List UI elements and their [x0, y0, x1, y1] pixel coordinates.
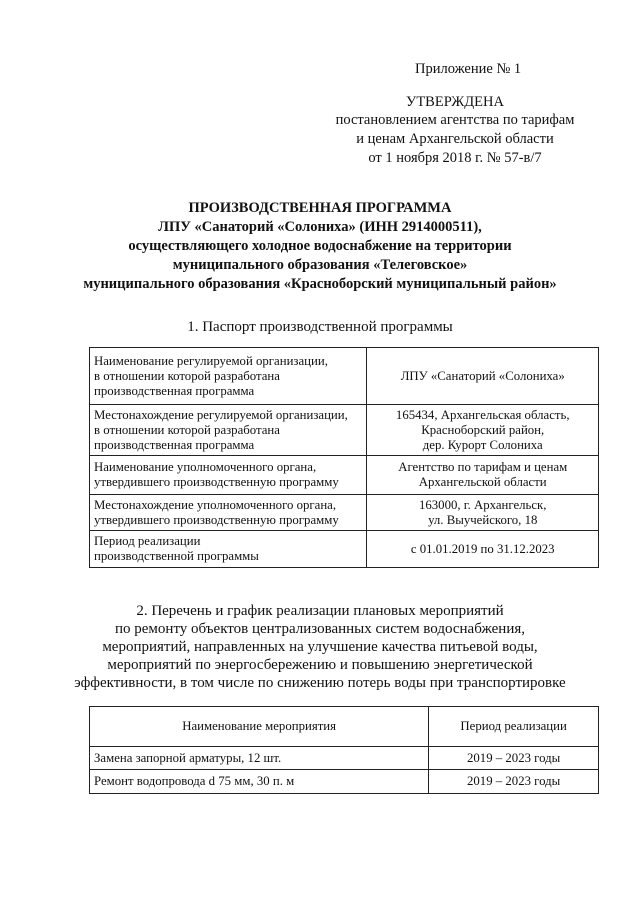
section1-title: 1. Паспорт производственной программы [187, 319, 453, 335]
table-row [90, 456, 599, 495]
section2-title-line: мероприятий по энергосбережению и повышению энергетической [107, 657, 533, 673]
event-period: 2019 – 2023 годы [429, 747, 599, 770]
table-cell-value: 165434, Архангельская область, Красноборский район, дер. Курорт Солониха [367, 405, 599, 456]
section2-title-line: эффективности, в том числе по снижению потерь воды при транспортировке [74, 675, 566, 691]
title-line: ПРОИЗВОДСТВЕННАЯ ПРОГРАММА [188, 200, 452, 216]
table-row [90, 348, 599, 405]
section2-title-line: по ремонту объектов централизованных систем водоснабжения, [114, 621, 525, 637]
table-row [90, 770, 599, 794]
approval-line: постановлением агентства по тарифам [335, 112, 575, 128]
section2-title-line: мероприятий, направленных на улучшение качества питьевой воды, [102, 639, 538, 655]
table-row [90, 495, 599, 531]
event-name: Замена запорной арматуры, 12 шт. [90, 747, 429, 770]
column-header-period: Период реализации [429, 707, 599, 747]
table-cell-value: ЛПУ «Санаторий «Солониха» [367, 348, 599, 405]
event-period: 2019 – 2023 годы [429, 770, 599, 794]
approval-line: и ценам Архангельской области [356, 131, 554, 147]
section2-title [40, 602, 600, 692]
table-cell-label: Наименование уполномоченного органа, утвердившего производственную программу [90, 456, 367, 495]
table-cell-value: 163000, г. Архангельск, ул. Выучейского, 18 [367, 495, 599, 531]
table-cell-label: Местонахождение регулируемой организации, в отношении которой разработана производственная программа [90, 405, 367, 456]
approved-label: УТВЕРЖДЕНА [406, 94, 504, 110]
column-header-name: Наименование мероприятия [90, 707, 429, 747]
annex-label: Приложение № 1 [415, 61, 522, 77]
table-cell-label: Период реализации производственной программы [90, 531, 367, 568]
table-cell-label: Местонахождение уполномоченного органа, утвердившего производственную программу [90, 495, 367, 531]
title-line: муниципального образования «Телеговское» [172, 257, 468, 273]
table-cell-label: Наименование регулируемой организации, в отношении которой разработана производственная программа [90, 348, 367, 405]
table-cell-value: Агентство по тарифам и ценам Архангельской области [367, 456, 599, 495]
table-row [90, 405, 599, 456]
events-table [89, 706, 599, 794]
table-row [90, 747, 599, 770]
section2-title-line: 2. Перечень и график реализации плановых мероприятий [136, 603, 504, 619]
table-header-row [90, 707, 599, 747]
document-title [40, 199, 600, 294]
title-line: осуществляющего холодное водоснабжение на территории [128, 238, 512, 254]
table-row [90, 531, 599, 568]
title-line: ЛПУ «Санаторий «Солониха» (ИНН 2914000511), [158, 219, 482, 235]
event-name: Ремонт водопровода d 75 мм, 30 п. м [90, 770, 429, 794]
approval-line: от 1 ноября 2018 г. № 57-в/7 [368, 150, 542, 166]
passport-table [89, 347, 599, 568]
title-line: муниципального образования «Красноборский муниципальный район» [83, 276, 557, 292]
table-cell-value: с 01.01.2019 по 31.12.2023 [367, 531, 599, 568]
